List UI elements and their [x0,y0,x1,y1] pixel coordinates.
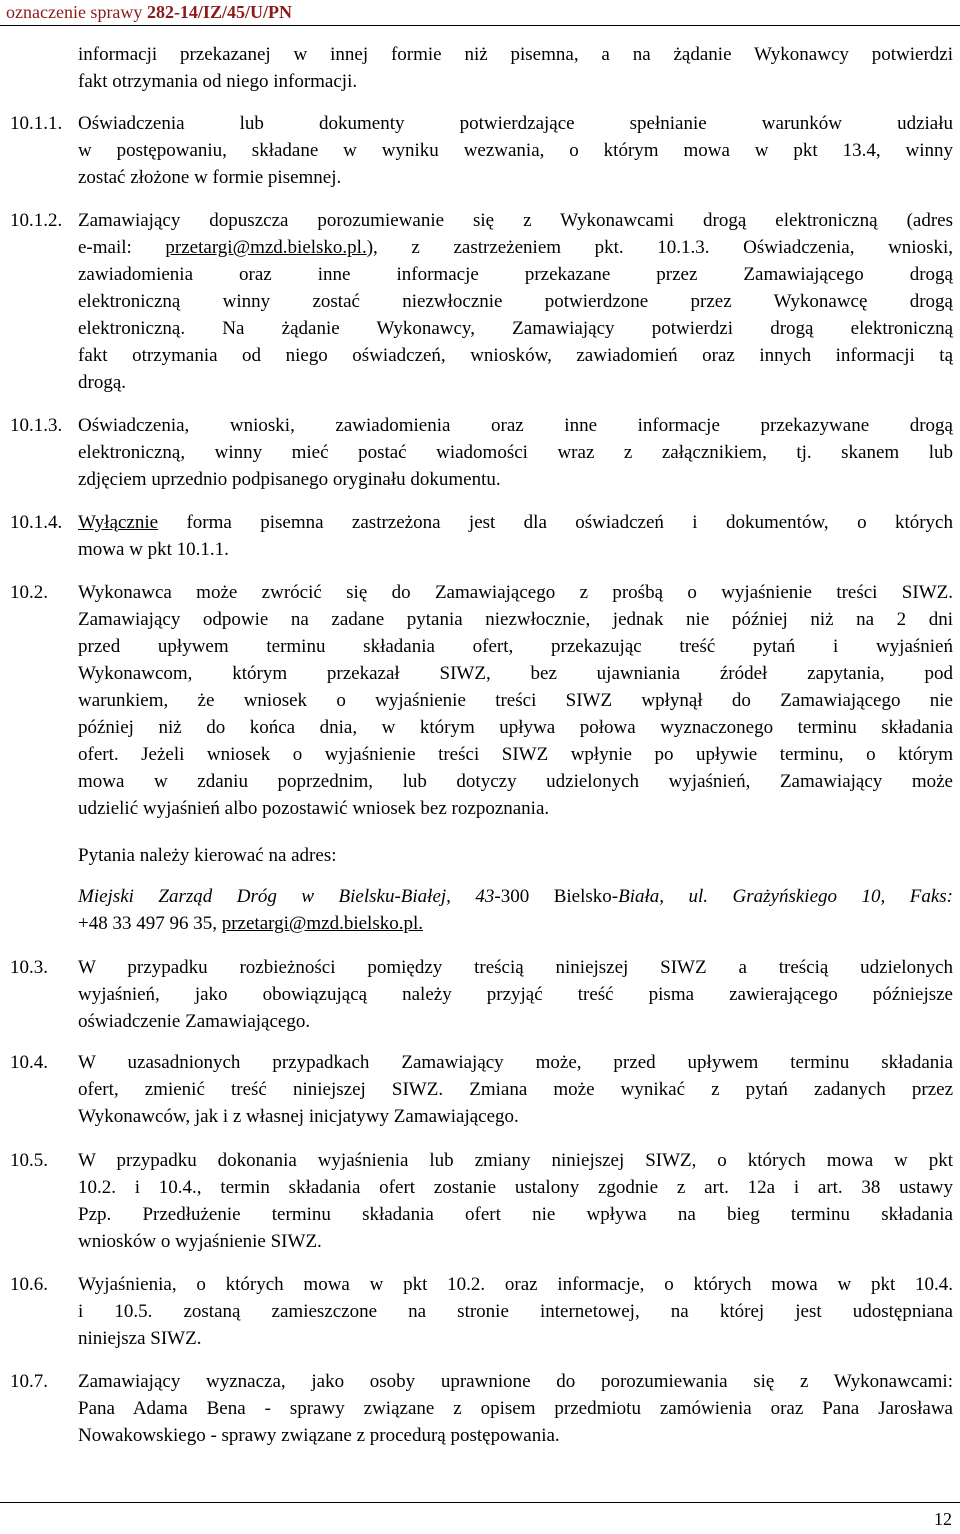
section-10-4-line-1: W uzasadnionych przypadkach Zamawiający może, przed upływem terminu składania [78,1052,953,1073]
section-10-4-line-2: ofert, zmienić treść niniejszej SIWZ. Zmiana może wynikać z pytań zadanych przez [78,1079,953,1100]
questions-label: Pytania należy kierować na adres: [78,845,337,866]
header-divider [0,25,960,26]
email-prefix: e-mail: [78,237,166,258]
section-10-2-line-6: później niż do końca dnia, w którym upływa połowa wyznaczonego terminu składania [78,717,953,738]
section-number-10-1-3: 10.1.3. [10,415,63,436]
section-10-2-line-7: ofert. Jeżeli wniosek o wyjaśnienie treści SIWZ wpłynie po upływie terminu, o którym [78,744,953,765]
section-10-5-line-3: Pzp. Przedłużenie terminu składania ofert nie wpływa na bieg terminu składania [78,1204,953,1225]
address-italic-1: Miejski Zarząd Dróg w Bielsku-Białej, 43- [78,886,501,907]
section-10-6-line-1: Wyjaśnienia, o których mowa w pkt 10.2. oraz informacje, o których mowa w pkt 10.4. [78,1274,953,1295]
intro-line-2: fakt otrzymania od niego informacji. [78,71,358,92]
section-10-1-1-line-3: zostać złożone w formie pisemnej. [78,167,342,188]
section-10-1-2-line-5: elektroniczną. Na żądanie Wykonawcy, Zamawiający potwierdzi drogą elektroniczną [78,318,953,339]
case-number: 282-14/IZ/45/U/PN [146,2,292,22]
section-10-1-4-line-2: mowa w pkt 10.1.1. [78,539,229,560]
section-10-5-line-4: wniosków o wyjaśnienie SIWZ. [78,1231,322,1252]
section-10-3-line-3: oświadczenie Zamawiającego. [78,1011,311,1032]
section-10-5-line-1: W przypadku dokonania wyjaśnienia lub zmiany niniejszej SIWZ, o których mowa w pkt [78,1150,953,1171]
section-10-6-line-3: niniejsza SIWZ. [78,1328,202,1349]
section-10-1-2-line-2 [78,235,953,261]
email-suffix: ), z zastrzeżeniem pkt. 10.1.3. Oświadczenia, wnioski, [366,237,953,258]
address-email-link[interactable]: przetargi@mzd.bielsko.pl. [221,913,424,934]
section-10-1-3-line-3: zdjęciem uprzednio podpisanego oryginału dokumentu. [78,469,501,490]
page-header [0,0,406,26]
section-10-1-1-line-1: Oświadczenia lub dokumenty potwierdzające spełnianie warunków udziału [78,113,953,134]
footer-divider [0,1502,960,1503]
section-10-3-line-1: W przypadku rozbieżności pomiędzy treścią niniejszej SIWZ a treścią udzielonych [78,957,953,978]
section-10-7-line-3: Nowakowskiego - sprawy związane z procedurą postępowania. [78,1425,560,1446]
section-10-1-3-line-1: Oświadczenia, wnioski, zawiadomienia oraz inne informacje przekazywane drogą [78,415,953,436]
section-10-7-line-1: Zamawiający wyznacza, jako osoby uprawnione do porozumiewania się z Wykonawcami: [78,1371,953,1392]
address-regular-1: 300 Bielsko- [500,886,619,907]
section-number-10-3: 10.3. [10,957,48,978]
section-10-1-1-line-2: w postępowaniu, składane w wyniku wezwania, o którym mowa w pkt 13.4, winny [78,140,953,161]
section-number-10-2: 10.2. [10,582,48,603]
section-10-6-line-2: i 10.5. zostaną zamieszczone na stronie internetowej, na której jest udostępniana [78,1301,953,1322]
header-prefix: oznaczenie sprawy [6,2,147,22]
section-number-10-5: 10.5. [10,1150,48,1171]
section-10-2-line-3: przed upływem terminu składania ofert, przekazując treść pytań i wyjaśnień [78,636,953,657]
section-10-1-4-text: forma pisemna zastrzeżona jest dla oświadczeń i dokumentów, o których [158,512,953,533]
page-number: 12 [934,1509,952,1529]
section-number-10-6: 10.6. [10,1274,48,1295]
section-10-1-4-line-1 [78,510,953,536]
intro-line-1: informacji przekazanej w innej formie niż pisemna, a na żądanie Wykonawcy potwierdzi [78,44,953,65]
section-number-10-7: 10.7. [10,1371,48,1392]
section-10-1-2-line-1: Zamawiający dopuszcza porozumiewanie się z Wykonawcami drogą elektroniczną (adres [78,210,953,231]
section-10-7-line-2: Pana Adama Bena - sprawy związane z opisem przedmiotu zamówienia oraz Pana Jarosława [78,1398,953,1419]
section-10-2-line-2: Zamawiający odpowie na zadane pytania niezwłocznie, jednak nie później niż na 2 dni [78,609,953,630]
section-10-1-2-line-7: drogą. [78,372,127,393]
section-10-2-line-1: Wykonawca może zwrócić się do Zamawiającego z prośbą o wyjaśnienie treści SIWZ. [78,582,953,603]
section-number-10-1-1: 10.1.1. [10,113,63,134]
address-line-1 [78,884,953,910]
section-10-2-line-8: mowa w zdaniu poprzednim, lub dotyczy udzielonych wyjaśnień, Zamawiający może [78,771,953,792]
section-10-2-line-4: Wykonawcom, którym przekazał SIWZ, bez ujawniania źródeł zapytania, pod [78,663,953,684]
section-10-1-2-line-6: fakt otrzymania od niego oświadczeń, wniosków, zawiadomień oraz innych informacji tą [78,345,953,366]
section-10-1-2-line-3: zawiadomienia oraz inne informacje przekazane przez Zamawiającego drogą [78,264,953,285]
underlined-word: Wyłącznie [78,512,159,533]
section-10-2-line-9: udzielić wyjaśnień albo pozostawić wniosek bez rozpoznania. [78,798,550,819]
section-10-5-line-2: 10.2. i 10.4., termin składania ofert zostanie ustalony zgodnie z art. 12a i art. 38 ustawy [78,1177,953,1198]
fax-number: +48 33 497 96 35, [78,913,222,934]
section-10-1-3-line-2: elektroniczną, winny mieć postać wiadomości wraz z załącznikiem, tj. skanem lub [78,442,953,463]
address-line-2 [78,911,953,937]
section-number-10-1-4: 10.1.4. [10,512,63,533]
email-link[interactable]: przetargi@mzd.bielsko.pl. [165,237,367,258]
section-10-4-line-3: Wykonawców, jak i z własnej inicjatywy Zamawiającego. [78,1106,519,1127]
section-10-2-line-5: warunkiem, że wniosek o wyjaśnienie treści SIWZ wpłynął do Zamawiającego nie [78,690,953,711]
address-italic-2: Biała, ul. Grażyńskiego 10, Faks: [618,886,953,907]
section-number-10-4: 10.4. [10,1052,48,1073]
section-10-1-2-line-4: elektroniczną winny zostać niezwłocznie potwierdzone przez Wykonawcę drogą [78,291,953,312]
section-number-10-1-2: 10.1.2. [10,210,63,231]
section-10-3-line-2: wyjaśnień, jako obowiązującą należy przyjąć treść pisma zawierającego późniejsze [78,984,953,1005]
